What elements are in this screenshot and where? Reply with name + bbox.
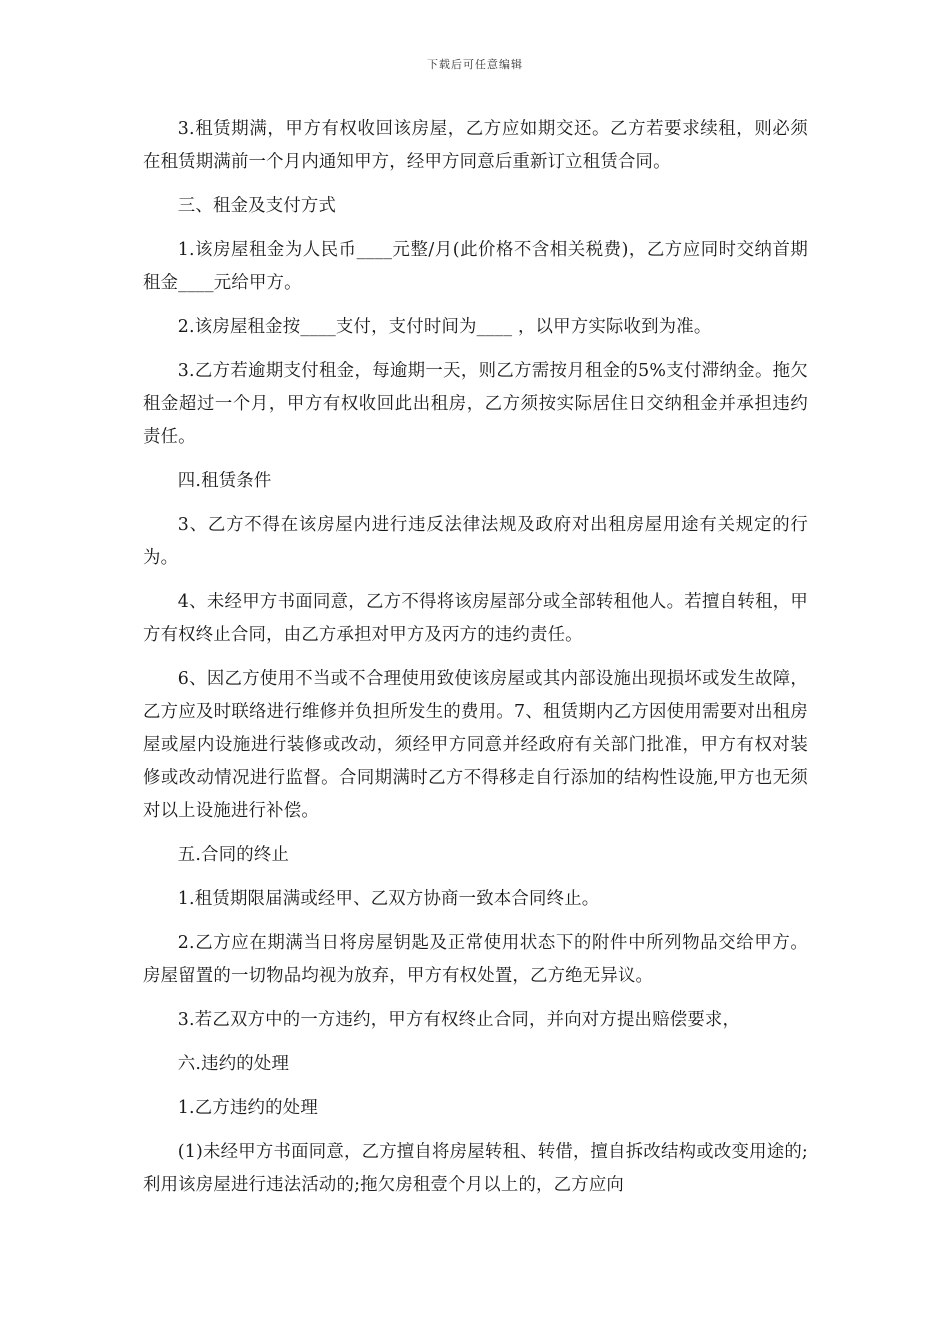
paragraph: 2.乙方应在期满当日将房屋钥匙及正常使用状态下的附件中所列物品交给甲方。房屋留置的一切物品均视为放弃，甲方有权处置，乙方绝无异议。 (143, 933, 808, 986)
document-body (143, 113, 808, 1213)
paragraph: (1)未经甲方书面同意，乙方擅自将房屋转租、转借，擅自拆改结构或改变用途的;利用该房屋进行违法活动的;拖欠房租壹个月以上的，乙方应向 (143, 1142, 808, 1195)
paragraph: 1.该房屋租金为人民币____元整/月(此价格不含相关税费)，乙方应同时交纳首期租金____元给甲方。 (143, 240, 808, 293)
page-header: 下载后可任意编辑 (427, 58, 523, 71)
paragraph: 1.租赁期限届满或经甲、乙双方协商一致本合同终止。 (177, 889, 600, 909)
paragraph: 3、乙方不得在该房屋内进行违反法律法规及政府对出租房屋用途有关规定的行为。 (143, 515, 808, 568)
paragraph: 4、未经甲方书面同意，乙方不得将该房屋部分或全部转租他人。若擅自转租，甲方有权终止合同，由乙方承担对甲方及丙方的违约责任。 (143, 592, 808, 645)
paragraph: 3.若乙双方中的一方违约，甲方有权终止合同，并向对方提出赔偿要求， (177, 1010, 741, 1030)
section-heading: 三、租金及支付方式 (177, 196, 337, 216)
paragraph: 6、因乙方使用不当或不合理使用致使该房屋或其内部设施出现损坏或发生故障，乙方应及时联络进行维修并负担所发生的费用。7、租赁期内乙方因使用需要对出租房屋或屋内设施进行装修或改动，须经甲方同意并经政府有关部门批准，甲方有权对装修或改动情况进行监督。合同期满时乙方不得移走自行添加的结构性设施,甲方也无须对以上设施进行补偿。 (143, 669, 808, 821)
paragraph: 1.乙方违约的处理 (177, 1098, 318, 1118)
paragraph: 3.乙方若逾期支付租金，每逾期一天，则乙方需按月租金的5%支付滞纳金。拖欠租金超过一个月，甲方有权收回此出租房，乙方须按实际居住日交纳租金并承担违约责任。 (143, 361, 808, 447)
section-heading: 四.租赁条件 (177, 471, 272, 491)
section-heading: 六.违约的处理 (177, 1054, 290, 1074)
paragraph: 3.租赁期满，甲方有权收回该房屋，乙方应如期交还。乙方若要求续租，则必须在租赁期满前一个月内通知甲方，经甲方同意后重新订立租赁合同。 (143, 119, 808, 172)
paragraph: 2.该房屋租金按____支付，支付时间为____ ，以甲方实际收到为准。 (177, 317, 712, 337)
section-heading: 五.合同的终止 (177, 845, 290, 865)
